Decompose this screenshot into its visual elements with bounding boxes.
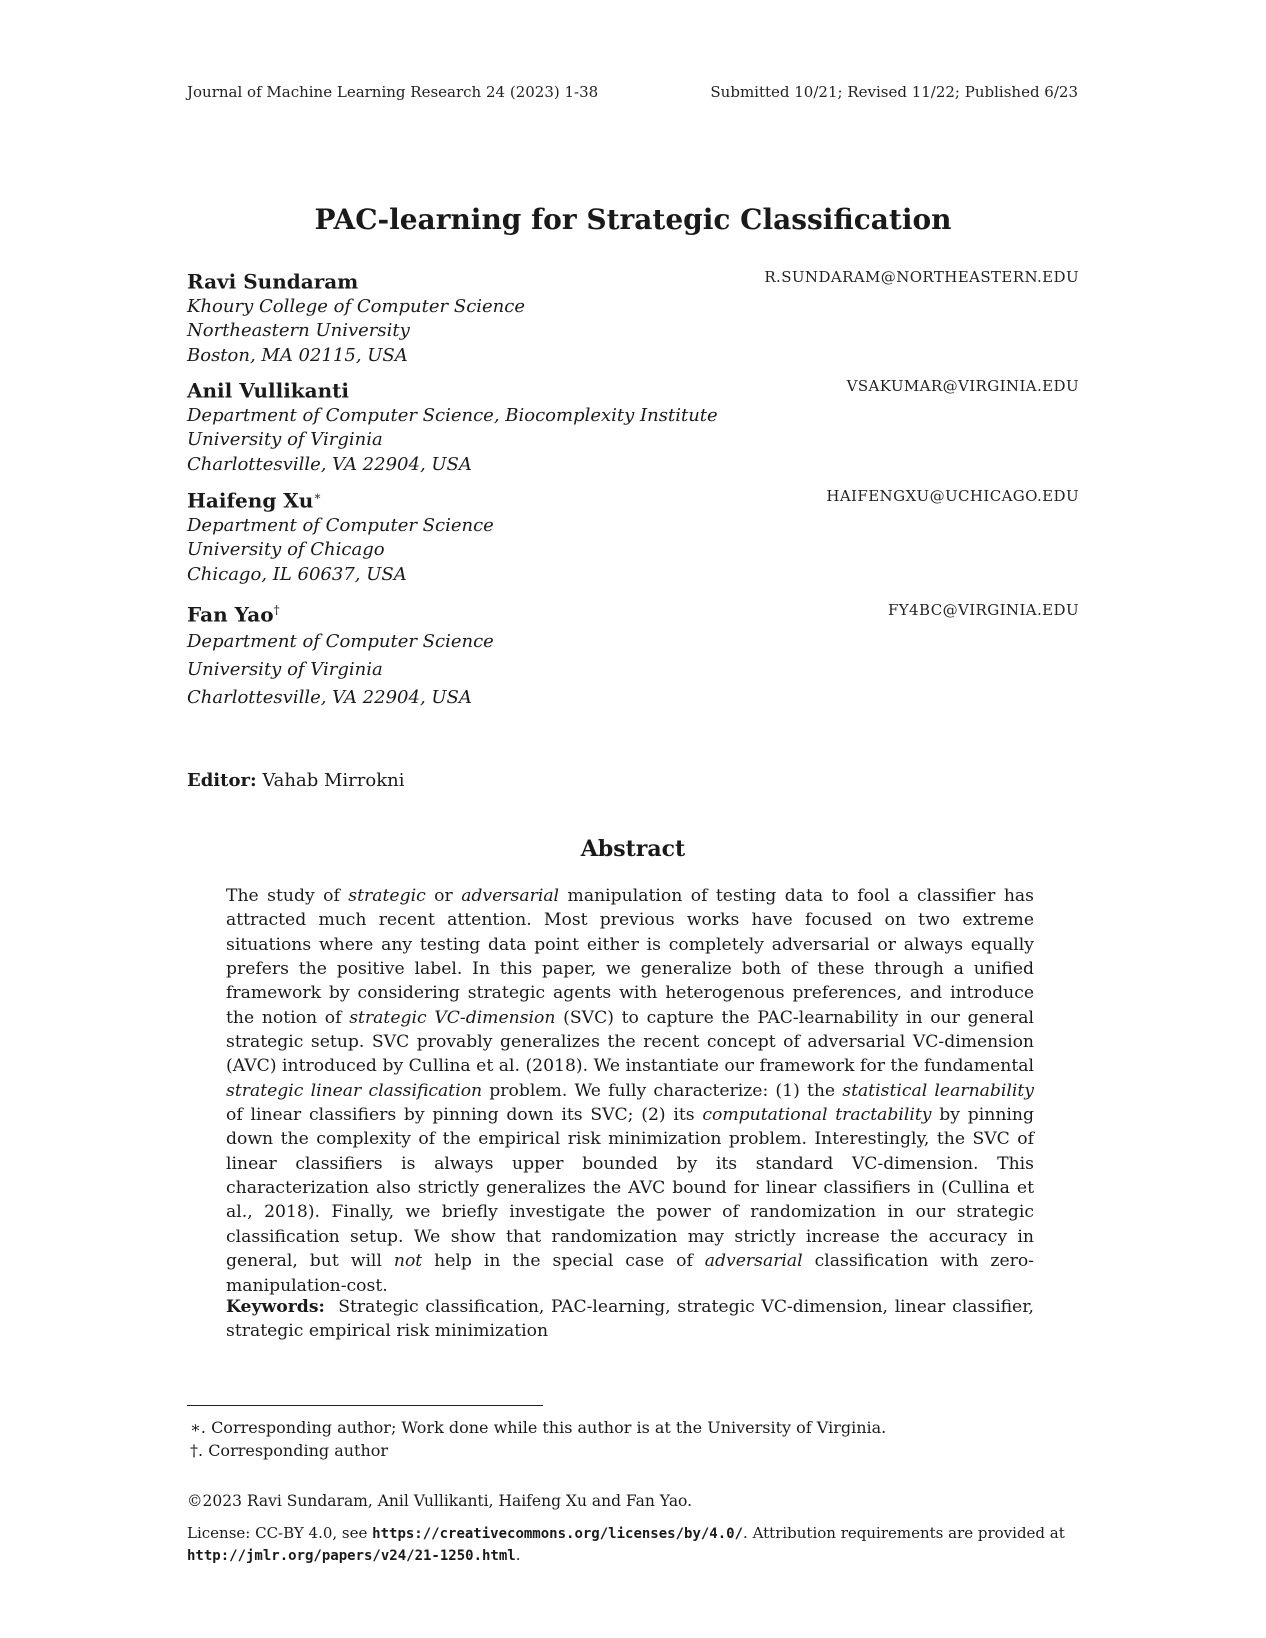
submission-dates: Submitted 10/21; Revised 11/22; Published 6/23 — [710, 83, 1078, 101]
abstract-run: (SVC) to capture the PAC-learnability in our general strategic setup. SVC provably generalizes the recent concept of adversarial VC-dimension (AVC) introduced by Cullina et al. (2018). We instantiate our framework for the fundamental — [226, 1007, 1034, 1077]
abstract-run: or — [425, 886, 462, 906]
attribution-link[interactable]: http://jmlr.org/papers/v24/21-1250.html — [187, 1548, 516, 1564]
footnote-mark: ∗. — [190, 1418, 206, 1437]
abstract-run: manipulation of testing data to fool a classifier has attracted much recent attention. Most previous works have focused on two extreme situations where any testing data point either is completely adversarial or always equally prefers the positive label. In this paper, we generalize both of these through a unified framework by considering strategic agents with heterogenous preferences, and introduce the notion of — [226, 886, 1034, 1028]
footnote-text: Corresponding author; Work done while this author is at the University of Virginia. — [211, 1418, 887, 1437]
abstract-heading: Abstract — [580, 836, 686, 862]
emphasis-text: not — [393, 1251, 423, 1272]
affiliation-line: University of Chicago — [187, 539, 385, 561]
footnote — [190, 1441, 388, 1460]
author-block — [187, 373, 1079, 477]
affiliation-line: Department of Computer Science — [187, 514, 494, 536]
author-name: Fan Yao† — [187, 602, 280, 627]
author-block — [187, 483, 1079, 587]
abstract-run: problem. We fully characterize: (1) the — [482, 1080, 843, 1101]
abstract-run: The study of — [226, 886, 349, 906]
license-link[interactable]: https://creativecommons.org/licenses/by/4.0/ — [372, 1526, 744, 1542]
affiliation-line: Chicago, IL 60637, USA — [187, 563, 407, 585]
abstract-run: help in the special case of — [422, 1251, 705, 1272]
keywords-label: Keywords: — [226, 1297, 325, 1317]
affiliation-line: Charlottesville, VA 22904, USA — [187, 453, 472, 475]
emphasis-text: strategic — [348, 886, 426, 906]
affiliation-line: Department of Computer Science — [187, 630, 494, 652]
affiliation-line: Boston, MA 02115, USA — [187, 344, 408, 366]
footnote-mark: †. — [190, 1441, 204, 1460]
emphasis-text: strategic linear classification — [226, 1080, 483, 1101]
affiliation-line: Northeastern University — [187, 320, 410, 342]
footnote-rule — [187, 1405, 543, 1406]
emphasis-text: strategic VC-dimension — [349, 1007, 556, 1028]
footnote-text: Corresponding author — [208, 1441, 389, 1460]
abstract-run: classification with zero-manipulation-cost. — [226, 1251, 1034, 1296]
copyright: ©2023 Ravi Sundaram, Anil Vullikanti, Haifeng Xu and Fan Yao. — [187, 1492, 693, 1510]
author-email[interactable]: R.SUNDARAM@NORTHEASTERN.EDU — [764, 268, 1079, 286]
affiliation-line: Khoury College of Computer Science — [187, 295, 526, 317]
editor-line — [187, 770, 404, 791]
journal-header: Journal of Machine Learning Research 24 (2023) 1-38 — [187, 83, 599, 101]
emphasis-text: statistical learnability — [842, 1080, 1034, 1101]
keywords-text: Strategic classification, PAC-learning, strategic VC-dimension, linear classifier, strategic empirical risk minimization — [226, 1297, 1034, 1342]
abstract-run: of linear classifiers by pinning down its SVC; (2) its — [226, 1105, 703, 1126]
affiliation-line: University of Virginia — [187, 429, 383, 451]
author-name: Ravi Sundaram — [187, 269, 359, 294]
author-block — [187, 597, 1079, 712]
author-email[interactable]: VSAKUMAR@VIRGINIA.EDU — [846, 377, 1079, 395]
emphasis-text: computational tractability — [702, 1105, 932, 1126]
affiliation-line: University of Virginia — [187, 658, 383, 680]
footnote — [190, 1418, 886, 1437]
emphasis-text: adversarial — [461, 886, 560, 906]
author-block — [187, 264, 1079, 368]
affiliation-line: Charlottesville, VA 22904, USA — [187, 686, 472, 708]
emphasis-text: adversarial — [704, 1251, 803, 1272]
editor-label: Editor: — [187, 770, 257, 791]
abstract-run: by pinning down the complexity of the empirical risk minimization problem. Interestingly, the SVC of linear classifiers is always upper bounded by its standard VC-dimension. This characterization also strictly generalizes the AVC bound for linear classifiers in (Cullina et al., 2018). Finally, we briefly investigate the power of randomization in our strategic classification setup. We show that randomization may strictly increase the accuracy in general, but will — [226, 1105, 1034, 1272]
license-text: License: CC-BY 4.0, see https://creativecommons.org/licenses/by/4.0/. Attribution requirements are provided at http://jmlr.org/papers/v24/21-1250.html. — [187, 1524, 1065, 1564]
editor-name: Vahab Mirrokni — [262, 770, 405, 791]
author-name: Haifeng Xu∗ — [187, 488, 322, 513]
author-name: Anil Vullikanti — [187, 378, 349, 403]
abstract-text — [226, 884, 1034, 1298]
paper-title: PAC-learning for Strategic Classification — [314, 203, 952, 236]
keywords — [226, 1295, 1034, 1344]
affiliation-line: Department of Computer Science, Biocomplexity Institute — [187, 404, 718, 426]
author-email[interactable]: HAIFENGXU@UCHICAGO.EDU — [826, 487, 1079, 505]
author-email[interactable]: FY4BC@VIRGINIA.EDU — [887, 601, 1079, 619]
